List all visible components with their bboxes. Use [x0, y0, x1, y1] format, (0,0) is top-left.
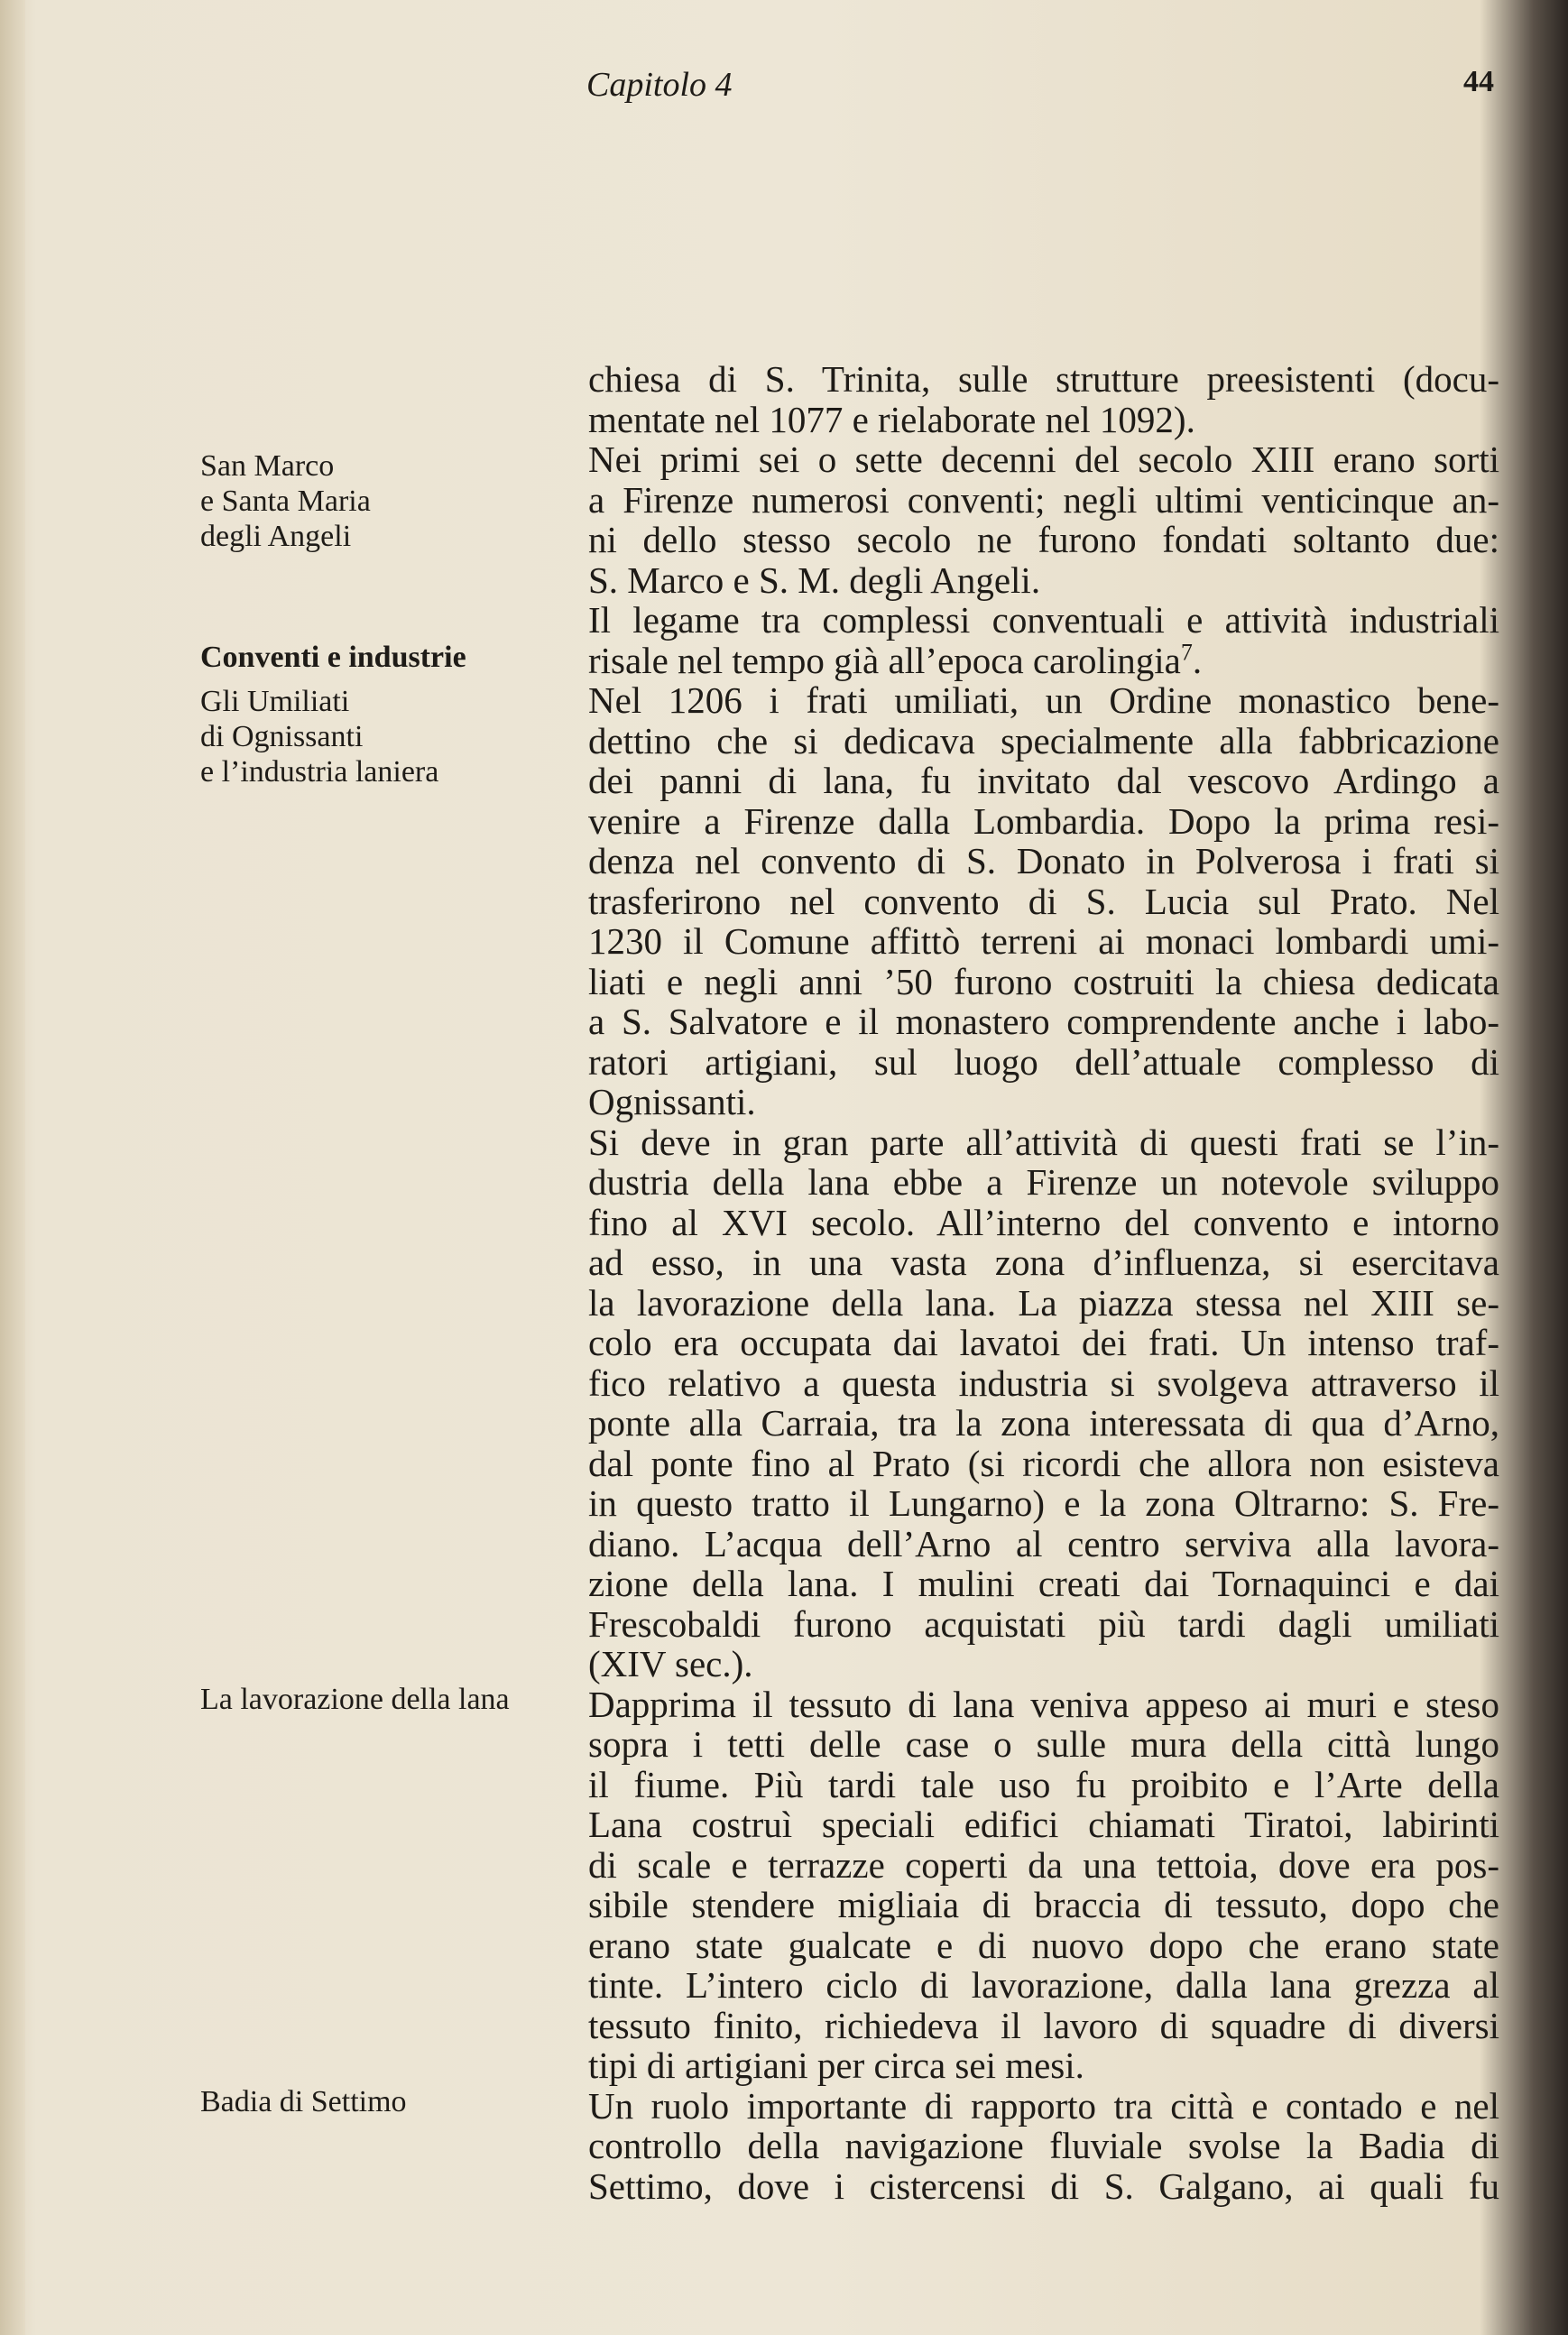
body-line: 1230 il Comune affittò terreni ai monaci lombardi umi-	[588, 920, 1499, 962]
margin-note-conventi	[200, 640, 579, 675]
body-line-punct: .	[1192, 639, 1203, 681]
body-line: a S. Salvatore e il monastero comprendente anche i labo-	[588, 1001, 1499, 1042]
body-line: a Firenze numerosi conventi; negli ultimi venticinque an-	[588, 478, 1499, 521]
margin-note-line: di Ognissanti	[200, 720, 364, 753]
margin-note-line: degli Angeli	[200, 520, 352, 553]
body-line: liati e negli anni ’50 furono costruiti la chiesa dedicata	[588, 960, 1499, 1002]
body-line: dettino che si dedicava specialmente alla fabbricazione	[588, 719, 1499, 761]
page-edge	[0, 0, 25, 2335]
body-line: Il legame tra complessi conventuali e attività industriali	[588, 599, 1499, 641]
page-number: 44	[1463, 65, 1494, 98]
margin-note-san-marco	[200, 448, 579, 554]
body-line	[588, 638, 1499, 681]
margin-note-line: Conventi e industrie	[200, 641, 466, 674]
body-line: in questo tratto il Lungarno) e la zona Oltrarno: S. Fre-	[588, 1482, 1499, 1524]
body-line: ponte alla Carraia, tra la zona interessata di qua d’Arno,	[588, 1402, 1499, 1444]
margin-note-line: e Santa Maria	[200, 485, 371, 518]
body-text	[588, 359, 1499, 2206]
margin-note-lavorazione	[200, 1682, 579, 1717]
body-line: venire a Firenze dalla Lombardia. Dopo la prima resi-	[588, 799, 1499, 842]
body-line: fino al XVI secolo. All’interno del convento e intorno	[588, 1201, 1499, 1243]
body-line: ad esso, in una vasta zona d’influenza, si esercitava	[588, 1241, 1499, 1283]
margin-note-line: La lavorazione della lana	[200, 1683, 510, 1716]
body-line: dustria della lana ebbe a Firenze un notevole sviluppo	[588, 1161, 1499, 1203]
body-line: Settimo, dove i cistercensi di S. Galgano, ai quali fu	[588, 2164, 1499, 2207]
margin-note-badia	[200, 2084, 579, 2119]
body-line: ratori artigiani, sul luogo dell’attuale complesso di	[588, 1040, 1499, 1083]
margin-note-line: e l’industria laniera	[200, 755, 439, 789]
body-line: dei panni di lana, fu invitato dal vescovo Ardingo a	[588, 760, 1499, 801]
body-line: dal ponte fino al Prato (si ricordi che allora non esisteva	[588, 1442, 1499, 1484]
body-line: tipi di artigiani per circa sei mesi.	[588, 2044, 1084, 2086]
body-line: sopra i tetti delle case o sulle mura della città lungo	[588, 1723, 1499, 1765]
body-line: di scale e terrazze coperti da una tettoia, dove era pos-	[588, 1843, 1499, 1886]
margin-note-umiliati	[200, 684, 579, 789]
body-line: Un ruolo importante di rapporto tra città e contado e nel	[588, 2084, 1499, 2127]
body-line: il fiume. Più tardi tale uso fu proibito e l’Arte della	[588, 1763, 1499, 1805]
footnote-ref[interactable]: 7	[1180, 638, 1193, 665]
body-line: tessuto finito, richiedeva il lavoro di squadre di diversi	[588, 2004, 1499, 2046]
body-line: zione della lana. I mulini creati dai Tornaquinci e dai	[588, 1563, 1499, 1604]
body-line: chiesa di S. Trinita, sulle strutture preesistenti (docu-	[588, 358, 1499, 400]
margin-note-line: San Marco	[200, 449, 335, 483]
body-line: Si deve in gran parte all’attività di questi frati se l’in-	[588, 1121, 1499, 1163]
running-head: Capitolo 4	[586, 66, 733, 104]
margin-note-line: Badia di Settimo	[200, 2085, 407, 2118]
body-line: erano state gualcate e di nuovo dopo che erano state	[588, 1924, 1499, 1966]
body-line: la lavorazione della lana. La piazza stessa nel XIII se-	[588, 1281, 1499, 1324]
body-line: ni dello stesso secolo ne furono fondati soltanto due:	[588, 519, 1499, 560]
body-line: Lana costruì speciali edifici chiamati Tiratoi, labirinti	[588, 1804, 1499, 1845]
body-line: trasferirono nel convento di S. Lucia sul Prato. Nel	[588, 880, 1499, 922]
body-line: (XIV sec.).	[588, 1643, 753, 1684]
body-line: sibile stendere migliaia di braccia di tessuto, dopo che	[588, 1884, 1499, 1925]
body-line: S. Marco e S. M. degli Angeli.	[588, 558, 1041, 601]
margin-note-line: Gli Umiliati	[200, 685, 350, 718]
body-line: Nei primi sei o sette decenni del secolo XIII erano sorti	[588, 438, 1499, 480]
body-line: fico relativo a questa industria si svolgeva attraverso il	[588, 1361, 1499, 1404]
body-line: denza nel convento di S. Donato in Polverosa i frati si	[588, 840, 1499, 881]
body-line: colo era occupata dai lavatoi dei frati. Un intenso traf-	[588, 1322, 1499, 1363]
body-line: diano. L’acqua dell’Arno al centro serviva alla lavora-	[588, 1522, 1499, 1564]
body-line: Frescobaldi furono acquistati più tardi dagli umiliati	[588, 1602, 1499, 1645]
body-line: Dapprima il tessuto di lana veniva appeso ai muri e steso	[588, 1683, 1499, 1725]
body-line: tinte. L’intero ciclo di lavorazione, dalla lana grezza al	[588, 1964, 1499, 2006]
body-line-text: risale nel tempo già all’epoca carolingia	[588, 639, 1181, 681]
body-line: Ognissanti.	[588, 1081, 756, 1122]
body-line: Nel 1206 i frati umiliati, un Ordine monastico bene-	[588, 679, 1499, 721]
body-line: mentate nel 1077 e rielaborate nel 1092).	[588, 398, 1195, 440]
body-line: controllo della navigazione fluviale svolse la Badia di	[588, 2125, 1499, 2166]
